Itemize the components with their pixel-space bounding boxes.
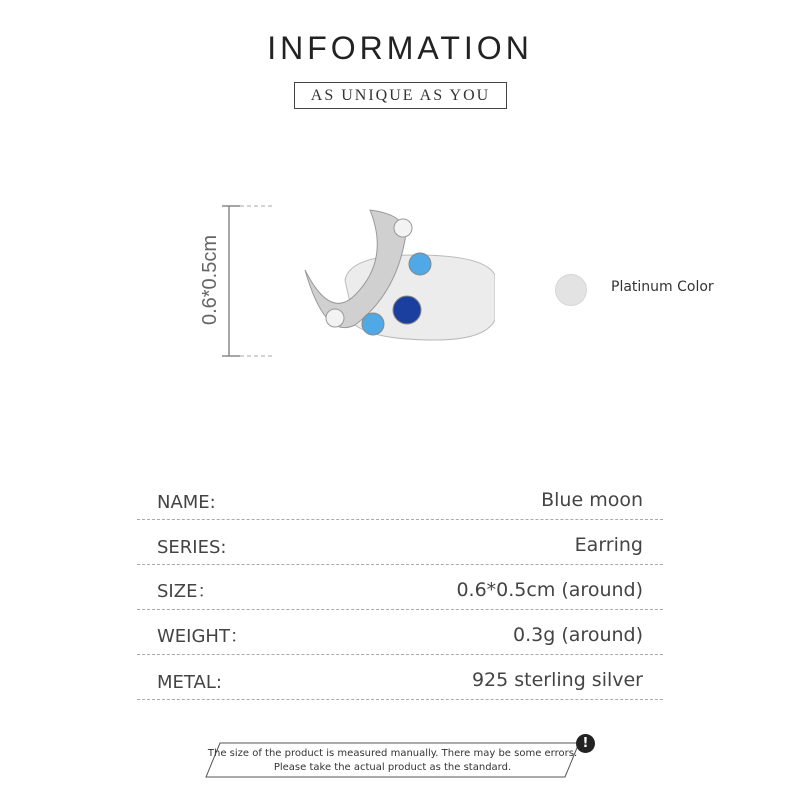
platinum-color-swatch[interactable]: [555, 274, 587, 306]
spec-value: 0.3g (around): [513, 624, 643, 646]
exclamation-icon: !: [576, 734, 595, 753]
spec-row-size: [137, 565, 663, 610]
notice-line-1: The size of the product is measured manually. There may be some errors.: [207, 748, 578, 759]
spec-row-metal: [137, 655, 663, 700]
page-subtitle: AS UNIQUE AS YOU: [294, 82, 507, 109]
spec-row-weight: [137, 610, 663, 655]
notice-text: [205, 747, 580, 775]
spec-value: 0.6*0.5cm (around): [456, 579, 643, 601]
dimension-label: 0.6*0.5cm: [198, 234, 221, 326]
spec-key: NAME:: [157, 492, 216, 513]
spec-value: Earring: [574, 534, 643, 556]
earring-image: [295, 200, 495, 360]
spec-value: 925 sterling silver: [471, 669, 643, 691]
page-title: INFORMATION: [267, 30, 533, 66]
spec-row-name: [137, 475, 663, 520]
spec-key: SERIES:: [157, 537, 227, 558]
notice-line-2: Please take the actual product as the standard.: [273, 762, 512, 773]
spec-key: SIZE：: [157, 581, 216, 602]
spec-key: METAL:: [157, 672, 222, 693]
spec-key: WEIGHT：: [157, 626, 248, 647]
spec-row-series: [137, 520, 663, 565]
spec-value: Blue moon: [541, 489, 643, 511]
color-option-label: Platinum Color: [611, 279, 714, 295]
